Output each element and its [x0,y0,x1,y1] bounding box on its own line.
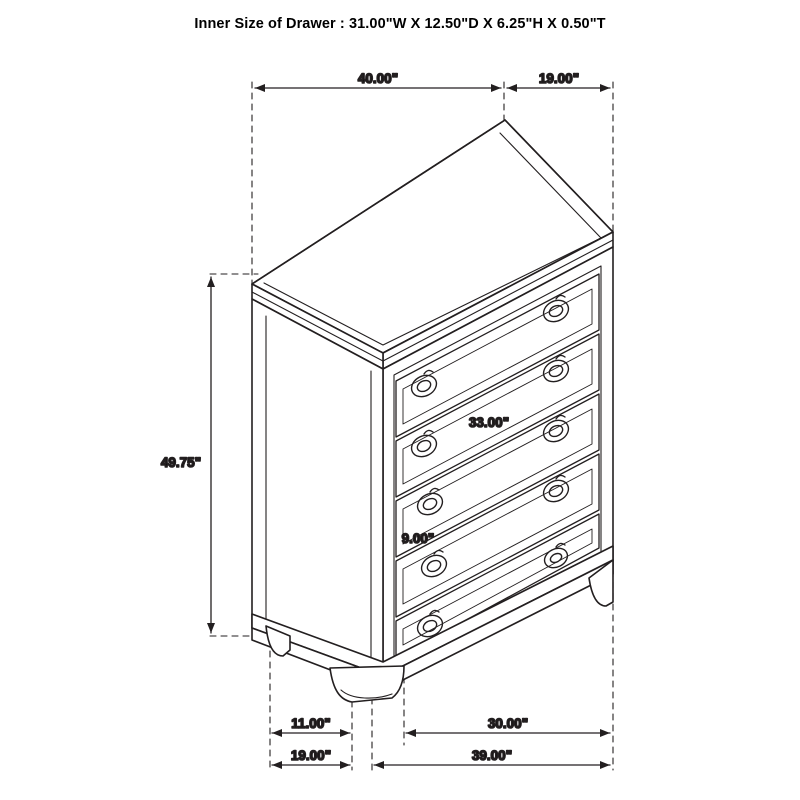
dim-label-foot-width: 39.00" [471,748,513,763]
dim-label-base-side-depth: 11.00" [291,716,331,731]
dim-label-top-depth: 19.00" [538,71,580,86]
page-title: Inner Size of Drawer : 31.00"W X 12.50"D X 6.25"H X 0.50"T [194,16,606,32]
dim-label-drawer-width: 33.00" [468,415,510,430]
dim-label-foot-depth: 19.00" [290,748,332,763]
dim-total-height [207,277,215,633]
dim-label-base-front-width: 30.00" [487,716,529,731]
dim-label-top-width: 40.00" [357,71,399,86]
dim-label-drawer-height: 9.00" [401,531,435,546]
chest-foot-front-left [330,666,404,702]
dim-label-total-height: 49.75" [160,455,202,470]
